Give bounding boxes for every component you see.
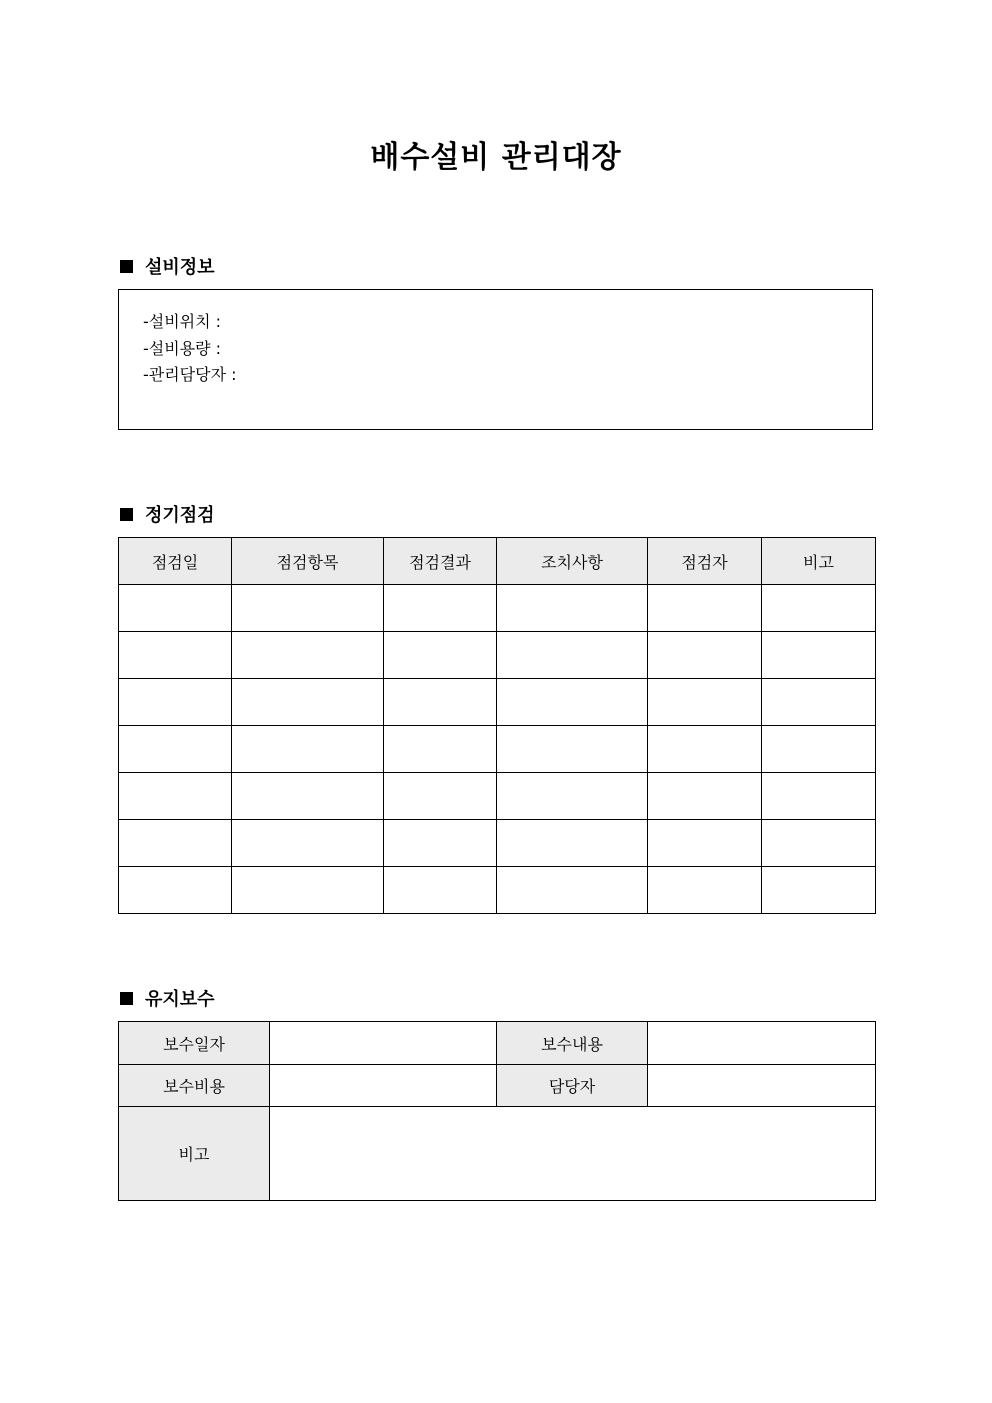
table-cell[interactable] — [648, 867, 762, 914]
section-heading-text: 설비정보 — [145, 257, 215, 278]
table-cell[interactable] — [232, 773, 384, 820]
table-row — [119, 867, 876, 914]
repair-date-field[interactable] — [270, 1022, 497, 1065]
table-cell[interactable] — [119, 632, 232, 679]
repair-cost-label: 보수비용 — [119, 1065, 270, 1107]
table-cell[interactable] — [648, 679, 762, 726]
table-cell[interactable] — [384, 632, 497, 679]
table-cell[interactable] — [119, 867, 232, 914]
table-cell[interactable] — [119, 585, 232, 632]
table-cell[interactable] — [232, 726, 384, 773]
table-cell[interactable] — [119, 679, 232, 726]
table-row — [119, 632, 876, 679]
table-cell[interactable] — [232, 820, 384, 867]
black-square-icon — [120, 508, 133, 521]
table-row — [119, 1065, 876, 1107]
table-cell[interactable] — [762, 867, 876, 914]
table-cell[interactable] — [762, 679, 876, 726]
column-header-action-taken: 조치사항 — [497, 538, 648, 585]
table-cell[interactable] — [384, 773, 497, 820]
column-header-inspection-item: 점검항목 — [232, 538, 384, 585]
table-cell[interactable] — [232, 632, 384, 679]
column-header-inspection-date: 점검일 — [119, 538, 232, 585]
section-heading-maintenance — [120, 985, 215, 1011]
table-row — [119, 585, 876, 632]
table-cell[interactable] — [648, 585, 762, 632]
repair-date-label: 보수일자 — [119, 1022, 270, 1065]
black-square-icon — [120, 260, 133, 273]
remarks-label: 비고 — [119, 1107, 270, 1201]
table-cell[interactable] — [648, 632, 762, 679]
person-in-charge-label: 담당자 — [497, 1065, 648, 1107]
table-cell[interactable] — [384, 726, 497, 773]
table-row — [119, 726, 876, 773]
table-cell[interactable] — [232, 585, 384, 632]
table-cell[interactable] — [119, 726, 232, 773]
table-cell[interactable] — [232, 679, 384, 726]
column-header-inspection-result: 점검결과 — [384, 538, 497, 585]
section-heading-text: 정기점검 — [145, 505, 215, 526]
table-cell[interactable] — [497, 726, 648, 773]
table-cell[interactable] — [497, 867, 648, 914]
repair-cost-field[interactable] — [270, 1065, 497, 1107]
table-header-row — [119, 538, 876, 585]
page-title: 배수설비 관리대장 — [370, 140, 622, 175]
table-cell[interactable] — [648, 726, 762, 773]
table-cell[interactable] — [119, 820, 232, 867]
table-cell[interactable] — [648, 773, 762, 820]
table-cell[interactable] — [648, 820, 762, 867]
repair-content-label: 보수내용 — [497, 1022, 648, 1065]
table-row — [119, 820, 876, 867]
remarks-field[interactable] — [270, 1107, 876, 1201]
table-row — [119, 1022, 876, 1065]
table-cell[interactable] — [497, 632, 648, 679]
table-cell[interactable] — [119, 773, 232, 820]
table-cell[interactable] — [384, 585, 497, 632]
table-row — [119, 773, 876, 820]
table-row — [119, 679, 876, 726]
repair-content-field[interactable] — [648, 1022, 876, 1065]
table-cell[interactable] — [762, 820, 876, 867]
maintenance-table — [118, 1021, 876, 1201]
column-header-remarks: 비고 — [762, 538, 876, 585]
table-cell[interactable] — [232, 867, 384, 914]
table-cell[interactable] — [497, 585, 648, 632]
table-cell[interactable] — [384, 679, 497, 726]
table-cell[interactable] — [762, 726, 876, 773]
equipment-info-box — [118, 289, 873, 430]
table-cell[interactable] — [762, 585, 876, 632]
table-cell[interactable] — [762, 773, 876, 820]
table-cell[interactable] — [384, 867, 497, 914]
equipment-capacity-line[interactable]: -설비용량 : — [143, 338, 222, 358]
manager-line[interactable]: -관리담당자 : — [143, 365, 237, 384]
table-cell[interactable] — [497, 773, 648, 820]
table-cell[interactable] — [762, 632, 876, 679]
column-header-inspector: 점검자 — [648, 538, 762, 585]
table-cell[interactable] — [497, 820, 648, 867]
person-in-charge-field[interactable] — [648, 1065, 876, 1107]
table-cell[interactable] — [497, 679, 648, 726]
inspection-table — [118, 537, 876, 914]
equipment-location-line[interactable]: -설비위치 : — [143, 312, 222, 331]
table-cell[interactable] — [384, 820, 497, 867]
table-row — [119, 1107, 876, 1201]
section-heading-equipment-info — [120, 253, 215, 279]
section-heading-text: 유지보수 — [145, 989, 215, 1010]
black-square-icon — [120, 992, 133, 1005]
section-heading-regular-inspection — [120, 501, 215, 527]
